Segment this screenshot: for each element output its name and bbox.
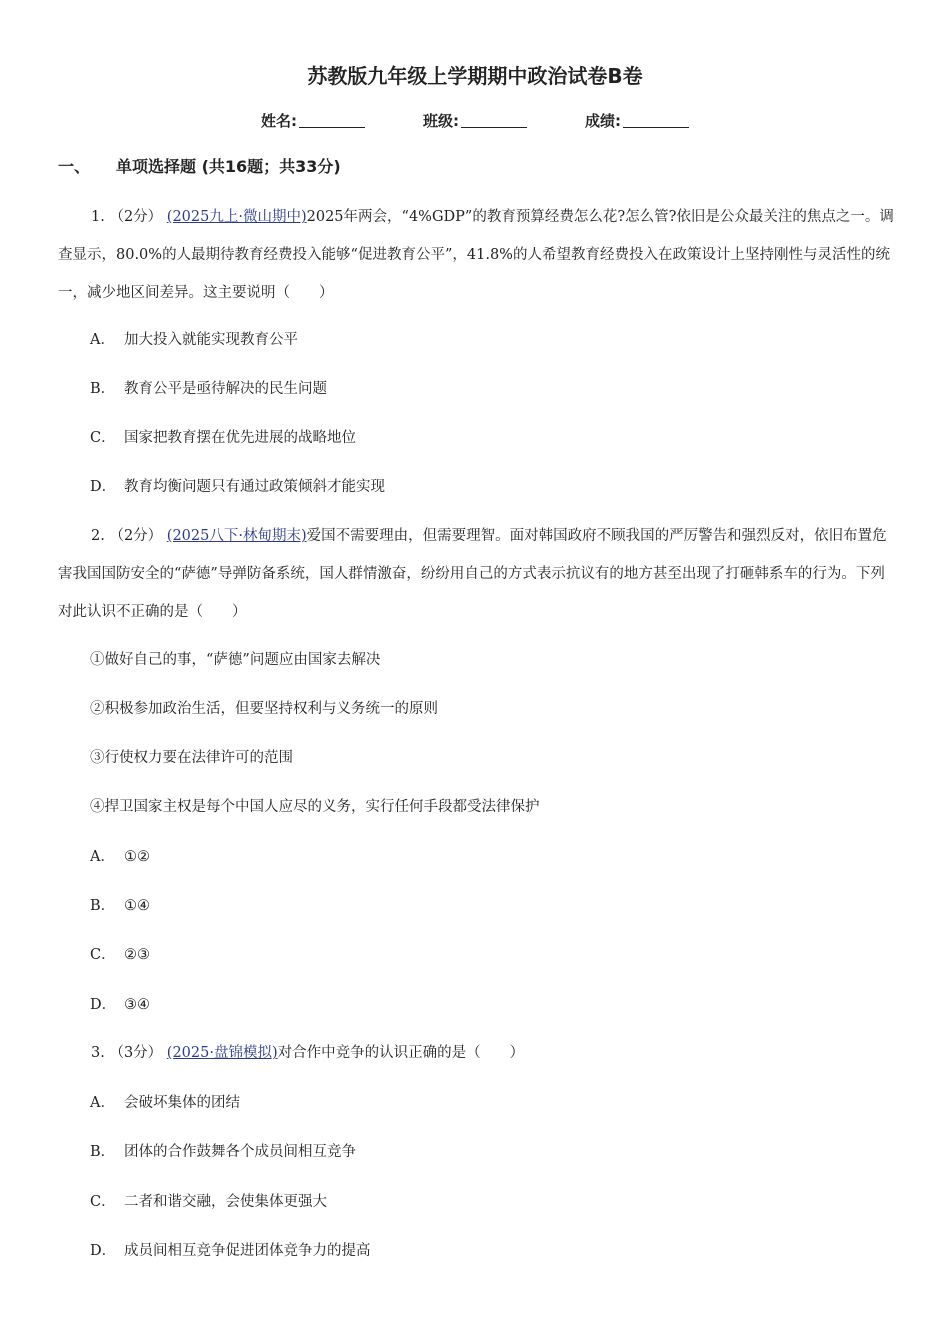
score-field <box>585 110 689 131</box>
question-1 <box>58 198 894 312</box>
option-text: 团体的合作鼓舞各个成员间相互竞争 <box>124 1144 356 1160</box>
q2-option-a[interactable] <box>90 846 150 868</box>
question-stem: 2025年两会，“4%GDP”的教育预算经费怎么花?怎么管?依旧是公众最关注的焦点之一。调查显示，80.0%的人最期待教育经费投入能够“促进教育公平”，41.8%的人希望教育经费投入在政策设计上坚持刚性与灵活性的统一，减少地区间差异。这主要说明（ ） <box>58 209 894 301</box>
option-letter: B． <box>90 1144 116 1160</box>
option-text: 成员间相互竞争促进团体竞争力的提高 <box>124 1243 371 1259</box>
name-label: 姓名: <box>261 112 297 130</box>
q2-option-b[interactable] <box>90 895 150 917</box>
option-letter: A． <box>90 332 115 348</box>
question-source-link[interactable]: (2025九上·微山期中) <box>166 209 307 225</box>
question-number: 2. <box>91 528 105 544</box>
option-letter: B． <box>90 381 116 397</box>
option-letter: D． <box>90 997 117 1013</box>
section-number: 一、 <box>58 157 91 176</box>
option-letter: D． <box>90 1243 117 1259</box>
q3-option-c[interactable] <box>90 1191 327 1213</box>
class-field <box>423 110 527 131</box>
class-label: 班级: <box>423 112 459 130</box>
option-text: ③④ <box>124 997 150 1013</box>
option-text: 二者和谐交融，会使集体更强大 <box>124 1194 327 1210</box>
q2-option-c[interactable] <box>90 944 150 966</box>
option-text: ②③ <box>124 947 150 963</box>
q1-option-b[interactable] <box>90 378 327 400</box>
question-3 <box>58 1034 894 1072</box>
q2-statement-2: ②积极参加政治生活，但要坚持权利与义务统一的原则 <box>90 701 438 717</box>
q1-option-a[interactable] <box>90 329 298 351</box>
section-title: 单项选择题 (共16题；共33分) <box>116 157 341 176</box>
q2-statement-1: ①做好自己的事，“萨德”问题应由国家去解决 <box>90 652 381 668</box>
q2-statement-3: ③行使权力要在法律许可的范围 <box>90 750 293 766</box>
question-source-link[interactable]: (2025·盘锦模拟) <box>166 1045 278 1061</box>
name-blank[interactable] <box>299 112 365 128</box>
q2-option-d[interactable] <box>90 994 150 1016</box>
section-heading <box>58 154 341 177</box>
student-info-row <box>0 110 950 131</box>
exam-title: 苏教版九年级上学期期中政治试卷B卷 <box>307 64 643 88</box>
score-blank[interactable] <box>623 112 689 128</box>
question-number: 3. <box>91 1045 105 1061</box>
option-letter: C． <box>90 1194 116 1210</box>
q1-option-d[interactable] <box>90 476 385 498</box>
option-text: 加大投入就能实现教育公平 <box>124 332 298 348</box>
class-blank[interactable] <box>461 112 527 128</box>
option-text: 国家把教育摆在优先进展的战略地位 <box>124 430 356 446</box>
question-points: （2分） <box>109 528 163 544</box>
q1-option-c[interactable] <box>90 427 356 449</box>
question-2 <box>58 517 894 631</box>
question-points: （3分） <box>109 1045 163 1061</box>
option-letter: A． <box>90 1095 115 1111</box>
q3-option-a[interactable] <box>90 1092 240 1114</box>
q3-option-d[interactable] <box>90 1240 371 1262</box>
option-letter: D． <box>90 479 117 495</box>
score-label: 成绩: <box>585 112 621 130</box>
option-letter: B． <box>90 898 116 914</box>
option-letter: C． <box>90 430 116 446</box>
question-stem: 对合作中竞争的认识正确的是（ ） <box>277 1045 525 1061</box>
name-field <box>261 110 365 131</box>
question-source-link[interactable]: (2025八下·林甸期末) <box>166 528 307 544</box>
option-text: ①② <box>124 849 150 865</box>
option-text: 教育均衡问题只有通过政策倾斜才能实现 <box>124 479 385 495</box>
q3-option-b[interactable] <box>90 1141 356 1163</box>
q2-statement-4: ④捍卫国家主权是每个中国人应尽的义务，实行任何手段都受法律保护 <box>90 799 540 815</box>
question-number: 1. <box>91 209 105 225</box>
question-stem: 爱国不需要理由，但需要理智。面对韩国政府不顾我国的严厉警告和强烈反对，依旧布置危害我国国防安全的“萨德”导弹防备系统，国人群情激奋，纷纷用自己的方式表示抗议有的地方甚至出现了打砸韩系车的行为。下列对此认识不正确的是（ ） <box>58 528 887 620</box>
option-text: 教育公平是亟待解决的民生问题 <box>124 381 327 397</box>
option-text: ①④ <box>124 898 150 914</box>
question-points: （2分） <box>109 209 163 225</box>
option-letter: A． <box>90 849 115 865</box>
option-letter: C． <box>90 947 116 963</box>
option-text: 会破坏集体的团结 <box>124 1095 240 1111</box>
